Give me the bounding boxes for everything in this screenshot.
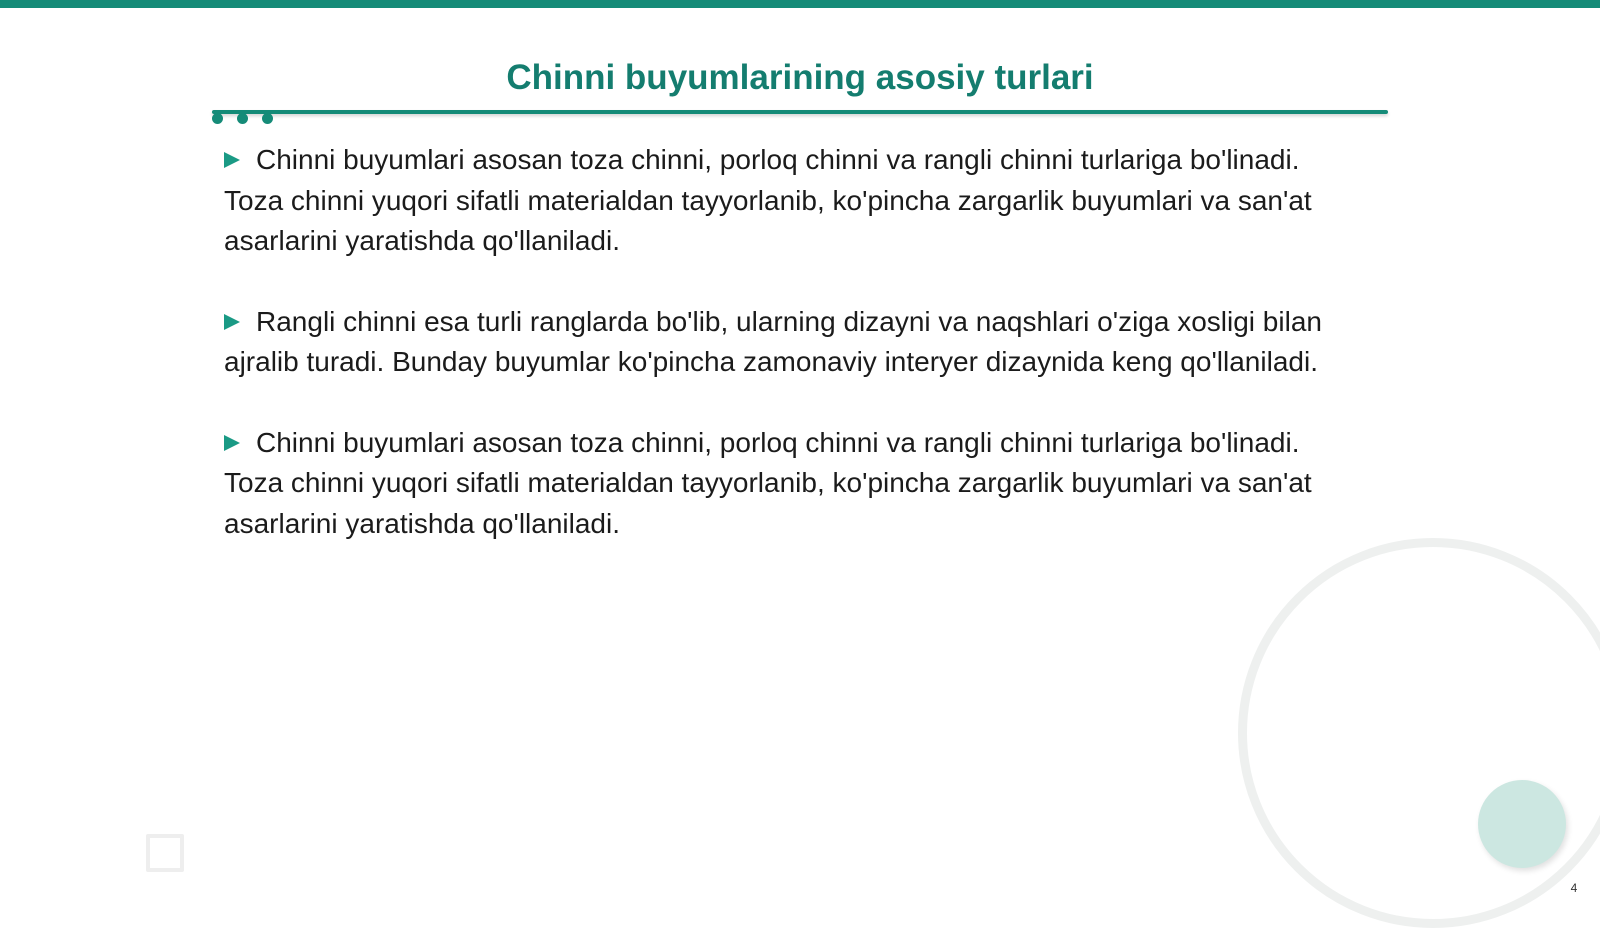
title-underline [212, 110, 1388, 114]
bullet-text: Chinni buyumlari asosan toza chinni, porloq chinni va rangli chinni turlariga bo'linadi. Toza chinni yuqori sifatli materialdan tayyorlanib, ko'pincha zargarlik buyumlari va san'at asarlarini yaratishda qo'llaniladi. [224, 144, 1312, 256]
decorative-dot [262, 113, 273, 124]
bullet-item [224, 423, 1354, 545]
decorative-square [146, 834, 184, 872]
bullet-item [224, 140, 1354, 262]
slide-title: Chinni buyumlarining asosiy turlari [506, 58, 1094, 97]
top-accent-bar [0, 0, 1600, 8]
decorative-dot [237, 113, 248, 124]
bullet-text: Rangli chinni esa turli ranglarda bo'lib, ularning dizayni va naqshlari o'ziga xosligi bilan ajralib turadi. Bunday buyumlar ko'pincha zamonaviy interyer dizaynida keng qo'llaniladi. [224, 305, 1322, 377]
decorative-circle [1478, 780, 1566, 868]
bullet-item [224, 302, 1354, 383]
triangle-right-icon [224, 435, 240, 451]
bullet-text: Chinni buyumlari asosan toza chinni, porloq chinni va rangli chinni turlariga bo'linadi. Toza chinni yuqori sifatli materialdan tayyorlanib, ko'pincha zargarlik buyumlari va san'at asarlarini yaratishda qo'llaniladi. [224, 426, 1312, 539]
decorative-dot [212, 113, 223, 124]
decorative-ring [1238, 538, 1600, 928]
page-number: 4 [1570, 881, 1578, 895]
bullet-list [224, 140, 1354, 584]
triangle-right-icon [224, 152, 240, 168]
triangle-right-icon [224, 314, 240, 330]
